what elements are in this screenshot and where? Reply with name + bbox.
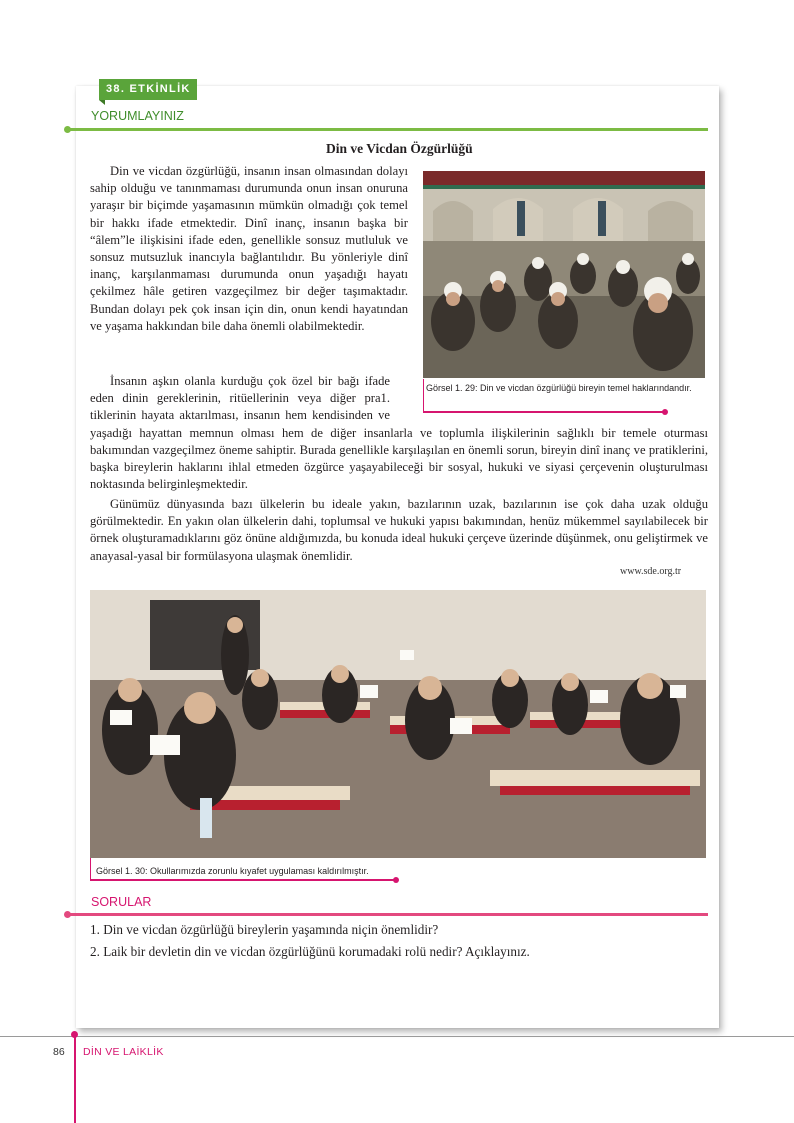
mosque-photo: [423, 171, 705, 378]
badge-notch: [99, 100, 105, 105]
paragraph-3-text: Günümüz dünyasında bazı ülkelerin bu ideale yakın, bazılarının uzak, bazılarının ise çok daha uzak olduğu görülmektedir. En yakın olan ülkelerin dahi, toplumsal ve hukuki yapısı bakımından, henüz mükemmel sayılabilecek bir örnek oluşturamadıklarını göz önüne aldığımızda, bu konuda ideal hukuki çerçeve üzerinde düşünmek, onu geliştirmek ve anayasal-yasal bir formülasyona ulaşmak önemlidir.: [90, 497, 708, 563]
classroom-photo: [90, 590, 706, 858]
questions-heading-dot: [64, 911, 71, 918]
article-paragraph-1: [90, 163, 408, 335]
paragraph-2-text: İnsanın aşkın olanla kurduğu çok özel bir bağı ifade eden dinin gereklerinin, ritüellerinin veya diğer pra1. tiklerinin hayata aktarılması, insanın hem kendisinden ve yaşadığı hayattan memnun olması hem de diğer insanlarla ve toplumla ilişkilerinin sağlıklı bir temele oturması bakımından vazgeçilmez öneme sahiptir. Burada genellikle karşılaşılan en önemli sorun, bireyin dinî inanç ve pratiklerini, başka bireylerin haklarını ihlal etmeden özgürce yaşayabileceği bir sosyal, hukuki ve siyasi çerçevenin oluşturulması noktasında belirginleşmektedir.: [90, 374, 708, 492]
figure-caption-1: Görsel 1. 29: Din ve vicdan özgürlüğü bireyin temel haklarındandır.: [426, 383, 692, 393]
activity-badge: 38. ETKİNLİK: [99, 79, 197, 100]
chapter-label: DİN VE LAİKLİK: [83, 1046, 164, 1058]
questions-heading: SORULAR: [91, 895, 152, 909]
paragraph-1-text: Din ve vicdan özgürlüğü, insanın insan olmasından dolayı sahip olduğu ve tanınmaması durumunda onun insan onuruna yaraşır bir biçimde yaşamasının mümkün olmadığı çok temel bir hakkı ifade etmektedir. Dinî inanç, insanın başka bir “âlem”le ilişkisini ifade eden, genellikle sonsuz mutluluk ve sonsuz mutsuzluk inancıyla bağlantılıdır. Bu yönleriyle dinî inanç, karşılanmaması durumunda onun yaşadığı hayatı çekilmez hâle getiren vazgeçilmez bir değer taşımaktadır. Bundan dolayı pek çok insan için din, onun kendi hayatından ve yaşama hakkından bile daha önemli olabilmektedir.: [90, 164, 408, 333]
page-number: 86: [53, 1046, 65, 1058]
paragraph-2-spacer: [390, 373, 708, 424]
source-link: www.sde.org.tr: [620, 566, 682, 577]
classroom-photo-illustration: [90, 590, 706, 858]
caption-2-accent: [90, 858, 91, 880]
caption-2-rule: [90, 879, 396, 881]
section-heading-rule: [66, 128, 708, 131]
questions-heading-rule: [66, 913, 708, 916]
article-title: Din ve Vicdan Özgürlüğü: [326, 141, 473, 156]
footer-accent-dot: [71, 1031, 78, 1038]
section-heading-dot: [64, 126, 71, 133]
figure-caption-2: Görsel 1. 30: Okullarımızda zorunlu kıyafet uygulaması kaldırılmıştır.: [96, 866, 369, 876]
article-paragraph-2: [90, 373, 708, 493]
question-1: 1. Din ve vicdan özgürlüğü bireylerin yaşamında niçin önemlidir?: [90, 922, 439, 937]
article-paragraph-3: [90, 496, 708, 565]
mosque-photo-illustration: [423, 171, 705, 378]
footer-accent-line: [74, 1034, 76, 1123]
caption-2-dot: [393, 877, 399, 883]
footer-rule: [0, 1036, 794, 1037]
question-2: 2. Laik bir devletin din ve vicdan özgürlüğünü korumadaki rolü nedir? Açıklayınız.: [90, 944, 530, 959]
section-heading: YORUMLAYINIZ: [91, 109, 184, 123]
